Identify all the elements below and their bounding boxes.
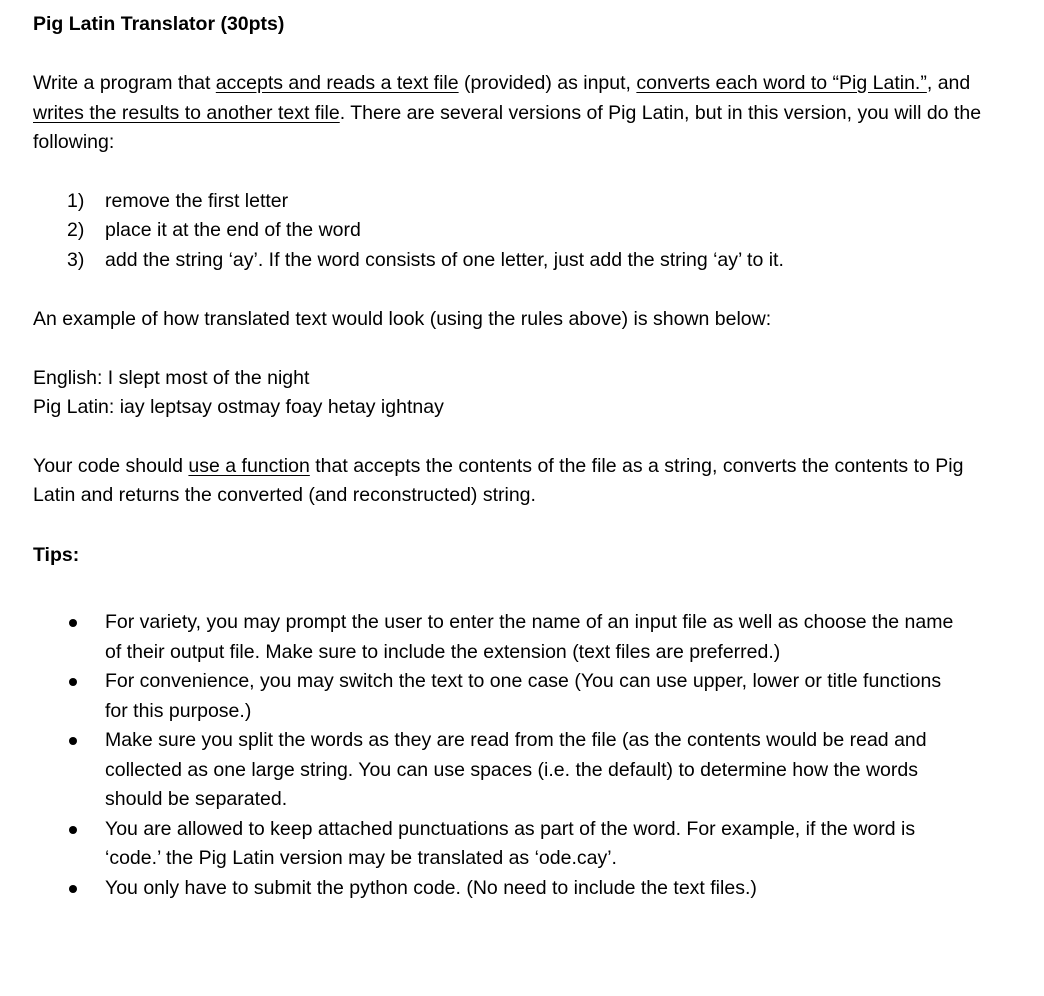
intro-text-4: . There are several versions of Pig Latin, but in this version, you will do the following:	[33, 101, 982, 153]
intro-text-2: (provided) as input,	[458, 72, 637, 94]
step-text: remove the first letter	[105, 189, 289, 212]
tip-text: For convenience, you may switch the text to one case (You can use upper, lower or title functions for this purpose.)	[105, 670, 942, 722]
intro-underline-2: converts each word to “Pig Latin.”	[636, 72, 927, 94]
tip-text: For variety, you may prompt the user to enter the name of an input file as well as choose the name of their output file. Make sure to include the extension (text files are preferred.)	[105, 611, 954, 663]
tip-item	[33, 667, 968, 726]
step-number: 3)	[67, 248, 85, 271]
step-text: place it at the end of the word	[105, 219, 361, 241]
example-english: English: I slept most of the night	[33, 366, 310, 389]
intro-underline-1: accepts and reads a text file	[215, 72, 459, 94]
step-item	[33, 187, 993, 217]
tips-list	[33, 608, 968, 903]
tip-text: Make sure you split the words as they are read from the file (as the contents would be read and collected as one large string. You can use spaces (i.e. the default) to determine how the words should be separated.	[105, 729, 927, 810]
tip-text: You only have to submit the python code. (No need to include the text files.)	[105, 876, 757, 899]
step-number: 1)	[67, 189, 85, 212]
bullet-icon	[69, 737, 77, 745]
intro-underline-3: writes the results to another text file	[33, 101, 340, 124]
function-text-1: Your code should	[33, 454, 189, 477]
bullet-icon	[69, 619, 77, 627]
step-item	[33, 246, 993, 276]
page-title: Pig Latin Translator (30pts)	[33, 13, 285, 35]
bullet-icon	[69, 826, 77, 834]
step-item	[33, 216, 993, 246]
tip-item	[33, 874, 968, 904]
steps-list	[33, 187, 993, 276]
example-block	[33, 364, 993, 423]
tip-item	[33, 726, 968, 815]
example-intro: An example of how translated text would look (using the rules above) is shown below:	[33, 308, 772, 330]
step-text: add the string ‘ay’. If the word consists of one letter, just add the string ‘ay’ to it.	[105, 248, 784, 271]
tips-heading: Tips:	[33, 543, 80, 566]
bullet-icon	[69, 678, 77, 686]
tip-item	[33, 815, 968, 874]
function-text-2: that accepts the contents of the file as a string, converts the contents to Pig Latin and returns the converted (and reconstructed) string.	[33, 454, 964, 506]
intro-text-3: , and	[926, 72, 971, 94]
bullet-icon	[69, 885, 77, 893]
function-paragraph	[33, 452, 993, 511]
function-underline: use a function	[188, 454, 310, 477]
tip-item	[33, 608, 968, 667]
document-page	[33, 9, 993, 903]
intro-paragraph	[33, 69, 993, 158]
example-pig-latin: Pig Latin: iay leptsay ostmay foay hetay ightnay	[33, 396, 444, 418]
step-number: 2)	[67, 219, 85, 241]
tip-text: You are allowed to keep attached punctuations as part of the word. For example, if the word is ‘code.’ the Pig Latin version may be translated as ‘ode.cay’.	[105, 817, 916, 869]
intro-text-1: Write a program that	[33, 72, 216, 94]
